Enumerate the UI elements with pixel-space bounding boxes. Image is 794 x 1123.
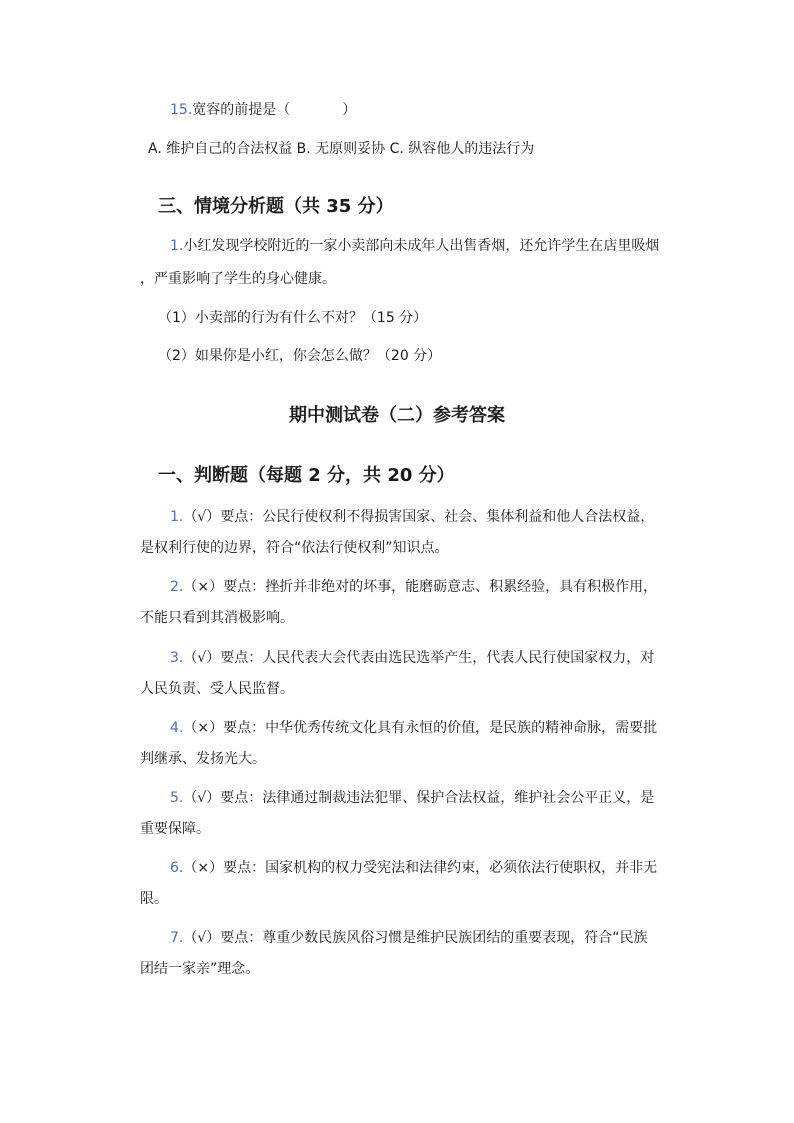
answer-text: （√）要点：尊重少数民族风俗习惯是维护民族团结的重要表现，符合“民族: [183, 930, 648, 946]
answer-6-line-2: 限。: [140, 891, 168, 907]
answer-text: （×）要点：挫折并非绝对的坏事，能磨砺意志、积累经验，具有积极作用，: [183, 579, 658, 595]
case-1-subquestion-1: （1）小卖部的行为有什么不对？（15 分）: [158, 310, 428, 326]
answer-number: 4.: [170, 720, 184, 736]
answer-7-line-1: [170, 929, 648, 947]
answer-4-line-1: [170, 719, 657, 737]
answer-number: 6.: [170, 860, 184, 876]
case-number: 1.: [170, 238, 184, 254]
answer-number: 2.: [170, 579, 184, 595]
answer-number: 1.: [170, 509, 184, 525]
answer-1-line-1: [170, 508, 654, 526]
case-1-subquestion-2: （2）如果你是小红，你会怎么做？（20 分）: [158, 348, 442, 364]
answer-text: （√）要点：法律通过制裁违法犯罪、保护合法权益，维护社会公平正义，是: [183, 790, 655, 806]
answer-1-line-2: 是权利行使的边界，符合“依法行使权利”知识点。: [140, 540, 449, 556]
answer-text: （×）要点：国家机构的权力受宪法和法律约束，必须依法行使职权，并非无: [183, 860, 658, 876]
question-number: 15.: [170, 102, 193, 118]
answer-key-title: 期中测试卷（二）参考答案: [289, 405, 505, 426]
case-1-line-1: [170, 237, 659, 255]
answer-4-line-2: 判继承、发扬光大。: [140, 751, 266, 767]
answer-5-line-1: [170, 789, 654, 807]
question-text: 宽容的前提是（: [192, 102, 291, 118]
answer-6-line-1: [170, 859, 657, 877]
answer-number: 3.: [170, 650, 184, 666]
answer-2-line-2: 不能只看到其消极影响。: [140, 610, 294, 626]
case-1-line-2: ，严重影响了学生的身心健康。: [140, 271, 336, 287]
answer-text: （√）要点：公民行使权利不得损害国家、社会、集体利益和他人合法权益，: [183, 509, 655, 525]
case-text: 小红发现学校附近的一家小卖部向未成年人出售香烟，还允许学生在店里吸烟: [183, 238, 660, 254]
question-15: [170, 101, 356, 119]
answer-number: 7.: [170, 930, 184, 946]
answer-text: （√）要点：人民代表大会代表由选民选举产生，代表人民行使国家权力，对: [183, 650, 655, 666]
answer-5-line-2: 重要保障。: [140, 821, 210, 837]
question-15-options: A. 维护自己的合法权益 B. 无原则妥协 C. 纵容他人的违法行为: [148, 141, 535, 157]
answer-text: （×）要点：中华优秀传统文化具有永恒的价值，是民族的精神命脉，需要批: [183, 720, 658, 736]
question-close-paren: ）: [342, 102, 357, 118]
answer-3-line-2: 人民负责、受人民监督。: [140, 681, 294, 697]
section-3-heading: 三、情境分析题（共 35 分）: [158, 196, 394, 217]
answer-7-line-2: 团结一家亲”理念。: [140, 961, 260, 977]
answer-2-line-1: [170, 578, 657, 596]
answer-number: 5.: [170, 790, 184, 806]
answer-3-line-1: [170, 649, 654, 667]
section-1-heading: 一、判断题（每题 2 分，共 20 分）: [158, 465, 455, 486]
